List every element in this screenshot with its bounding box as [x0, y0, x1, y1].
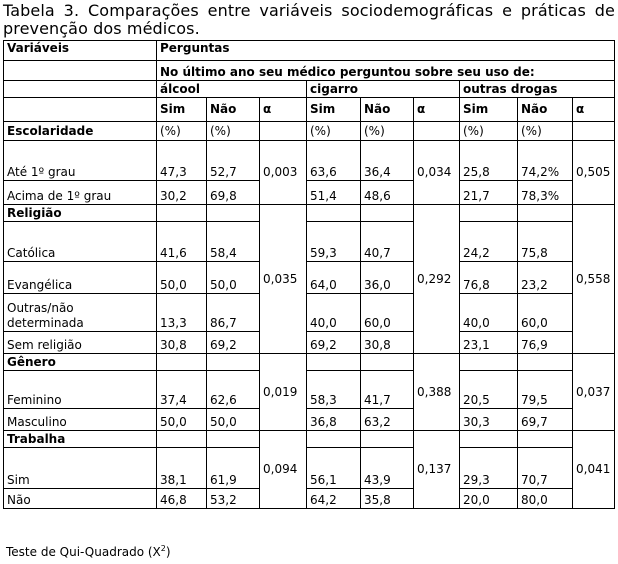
value-cell: 13,3 — [157, 294, 207, 332]
value-cell: 25,8 — [460, 141, 518, 181]
pct-cell: (%) — [518, 122, 573, 141]
row-label: Sim — [4, 448, 157, 489]
row-label: Evangélica — [4, 262, 157, 294]
group-alcool: álcool — [157, 81, 307, 98]
empty-cell — [307, 354, 361, 371]
sub-nao: Não — [361, 98, 414, 122]
value-cell: 75,8 — [518, 222, 573, 262]
section-title: Gênero — [4, 354, 157, 371]
value-cell: 69,7 — [518, 409, 573, 431]
sub-alpha: α — [260, 98, 307, 122]
value-cell: 69,2 — [207, 332, 260, 354]
value-cell: 61,9 — [207, 448, 260, 489]
value-cell: 60,0 — [361, 294, 414, 332]
value-cell: 40,7 — [361, 222, 414, 262]
value-cell: 41,7 — [361, 371, 414, 409]
value-cell: 50,0 — [207, 262, 260, 294]
header-perguntas: Perguntas — [157, 41, 615, 61]
alpha-value: 0,034 — [414, 141, 460, 205]
empty-cell — [207, 354, 260, 371]
value-cell: 41,6 — [157, 222, 207, 262]
value-cell: 62,6 — [207, 371, 260, 409]
pct-cell: (%) — [157, 122, 207, 141]
row-label: Acima de 1º grau — [4, 181, 157, 205]
value-cell: 86,7 — [207, 294, 260, 332]
pct-cell: (%) — [307, 122, 361, 141]
header-blank — [4, 98, 157, 122]
row-label: Não — [4, 489, 157, 509]
empty-cell — [157, 431, 207, 448]
row-label: Católica — [4, 222, 157, 262]
table-caption: Tabela 3. Comparações entre variáveis sociodemográficas e práticas de prevenção dos médicos. — [3, 1, 615, 38]
value-cell: 64,0 — [307, 262, 361, 294]
alpha-value: 0,388 — [414, 354, 460, 431]
alpha-value: 0,037 — [573, 354, 615, 431]
section-title: Escolaridade — [4, 122, 157, 141]
sub-sim: Sim — [460, 98, 518, 122]
empty-cell — [307, 205, 361, 222]
value-cell: 78,3% — [518, 181, 573, 205]
value-cell: 35,8 — [361, 489, 414, 509]
empty-cell — [518, 205, 573, 222]
alpha-value: 0,558 — [573, 205, 615, 354]
value-cell: 76,8 — [460, 262, 518, 294]
section-title: Religião — [4, 205, 157, 222]
value-cell: 30,8 — [157, 332, 207, 354]
value-cell: 23,2 — [518, 262, 573, 294]
empty-cell — [307, 431, 361, 448]
header-blank — [4, 61, 157, 81]
value-cell: 36,4 — [361, 141, 414, 181]
value-cell: 37,4 — [157, 371, 207, 409]
empty-cell — [207, 431, 260, 448]
value-cell: 36,8 — [307, 409, 361, 431]
alpha-value: 0,041 — [573, 431, 615, 509]
pct-cell: (%) — [460, 122, 518, 141]
value-cell: 30,8 — [361, 332, 414, 354]
group-cigarro: cigarro — [307, 81, 460, 98]
value-cell: 36,0 — [361, 262, 414, 294]
pct-cell: (%) — [207, 122, 260, 141]
value-cell: 43,9 — [361, 448, 414, 489]
sub-alpha: α — [414, 98, 460, 122]
sub-alpha: α — [573, 98, 615, 122]
value-cell: 80,0 — [518, 489, 573, 509]
empty-cell — [157, 205, 207, 222]
row-label: Masculino — [4, 409, 157, 431]
empty-cell — [361, 354, 414, 371]
empty-cell — [460, 431, 518, 448]
value-cell: 50,0 — [157, 262, 207, 294]
value-cell: 69,2 — [307, 332, 361, 354]
value-cell: 58,3 — [307, 371, 361, 409]
sub-nao: Não — [207, 98, 260, 122]
value-cell: 40,0 — [307, 294, 361, 332]
empty-cell — [573, 122, 615, 141]
value-cell: 29,3 — [460, 448, 518, 489]
value-cell: 58,4 — [207, 222, 260, 262]
value-cell: 76,9 — [518, 332, 573, 354]
data-table — [3, 40, 615, 509]
value-cell: 74,2% — [518, 141, 573, 181]
empty-cell — [361, 431, 414, 448]
alpha-value: 0,019 — [260, 354, 307, 431]
group-outras-drogas: outras drogas — [460, 81, 615, 98]
value-cell: 20,0 — [460, 489, 518, 509]
footnote-superscript: 2 — [160, 544, 166, 553]
value-cell: 20,5 — [460, 371, 518, 409]
empty-cell — [460, 205, 518, 222]
header-blank — [4, 81, 157, 98]
sub-nao: Não — [518, 98, 573, 122]
value-cell: 46,8 — [157, 489, 207, 509]
value-cell: 70,7 — [518, 448, 573, 489]
value-cell: 24,2 — [460, 222, 518, 262]
alpha-value: 0,292 — [414, 205, 460, 354]
empty-cell — [460, 354, 518, 371]
row-label: Sem religião — [4, 332, 157, 354]
empty-cell — [157, 354, 207, 371]
row-label: Até 1º grau — [4, 141, 157, 181]
value-cell: 50,0 — [207, 409, 260, 431]
section-title: Trabalha — [4, 431, 157, 448]
value-cell: 64,2 — [307, 489, 361, 509]
alpha-value: 0,094 — [260, 431, 307, 509]
value-cell: 38,1 — [157, 448, 207, 489]
empty-cell — [518, 431, 573, 448]
empty-cell — [361, 205, 414, 222]
alpha-value: 0,137 — [414, 431, 460, 509]
value-cell: 30,2 — [157, 181, 207, 205]
value-cell: 21,7 — [460, 181, 518, 205]
empty-cell — [518, 354, 573, 371]
value-cell: 79,5 — [518, 371, 573, 409]
footnote-text: Teste de Qui-Quadrado (X — [6, 545, 161, 559]
value-cell: 47,3 — [157, 141, 207, 181]
value-cell: 56,1 — [307, 448, 361, 489]
value-cell: 60,0 — [518, 294, 573, 332]
sub-sim: Sim — [307, 98, 361, 122]
alpha-value: 0,003 — [260, 141, 307, 205]
header-question: No último ano seu médico perguntou sobre seu uso de: — [157, 61, 615, 81]
value-cell: 63,6 — [307, 141, 361, 181]
value-cell: 40,0 — [460, 294, 518, 332]
value-cell: 23,1 — [460, 332, 518, 354]
alpha-value: 0,035 — [260, 205, 307, 354]
value-cell: 63,2 — [361, 409, 414, 431]
footnote-close: ) — [165, 545, 171, 559]
empty-cell — [414, 122, 460, 141]
empty-cell — [260, 122, 307, 141]
row-label: Feminino — [4, 371, 157, 409]
value-cell: 48,6 — [361, 181, 414, 205]
value-cell: 52,7 — [207, 141, 260, 181]
row-label: Outras/não determinada — [4, 294, 157, 332]
footnote — [6, 541, 171, 560]
sub-sim: Sim — [157, 98, 207, 122]
value-cell: 53,2 — [207, 489, 260, 509]
empty-cell — [207, 205, 260, 222]
value-cell: 51,4 — [307, 181, 361, 205]
value-cell: 69,8 — [207, 181, 260, 205]
header-variaveis: Variáveis — [4, 41, 157, 61]
value-cell: 30,3 — [460, 409, 518, 431]
alpha-value: 0,505 — [573, 141, 615, 205]
value-cell: 59,3 — [307, 222, 361, 262]
value-cell: 50,0 — [157, 409, 207, 431]
pct-cell: (%) — [361, 122, 414, 141]
